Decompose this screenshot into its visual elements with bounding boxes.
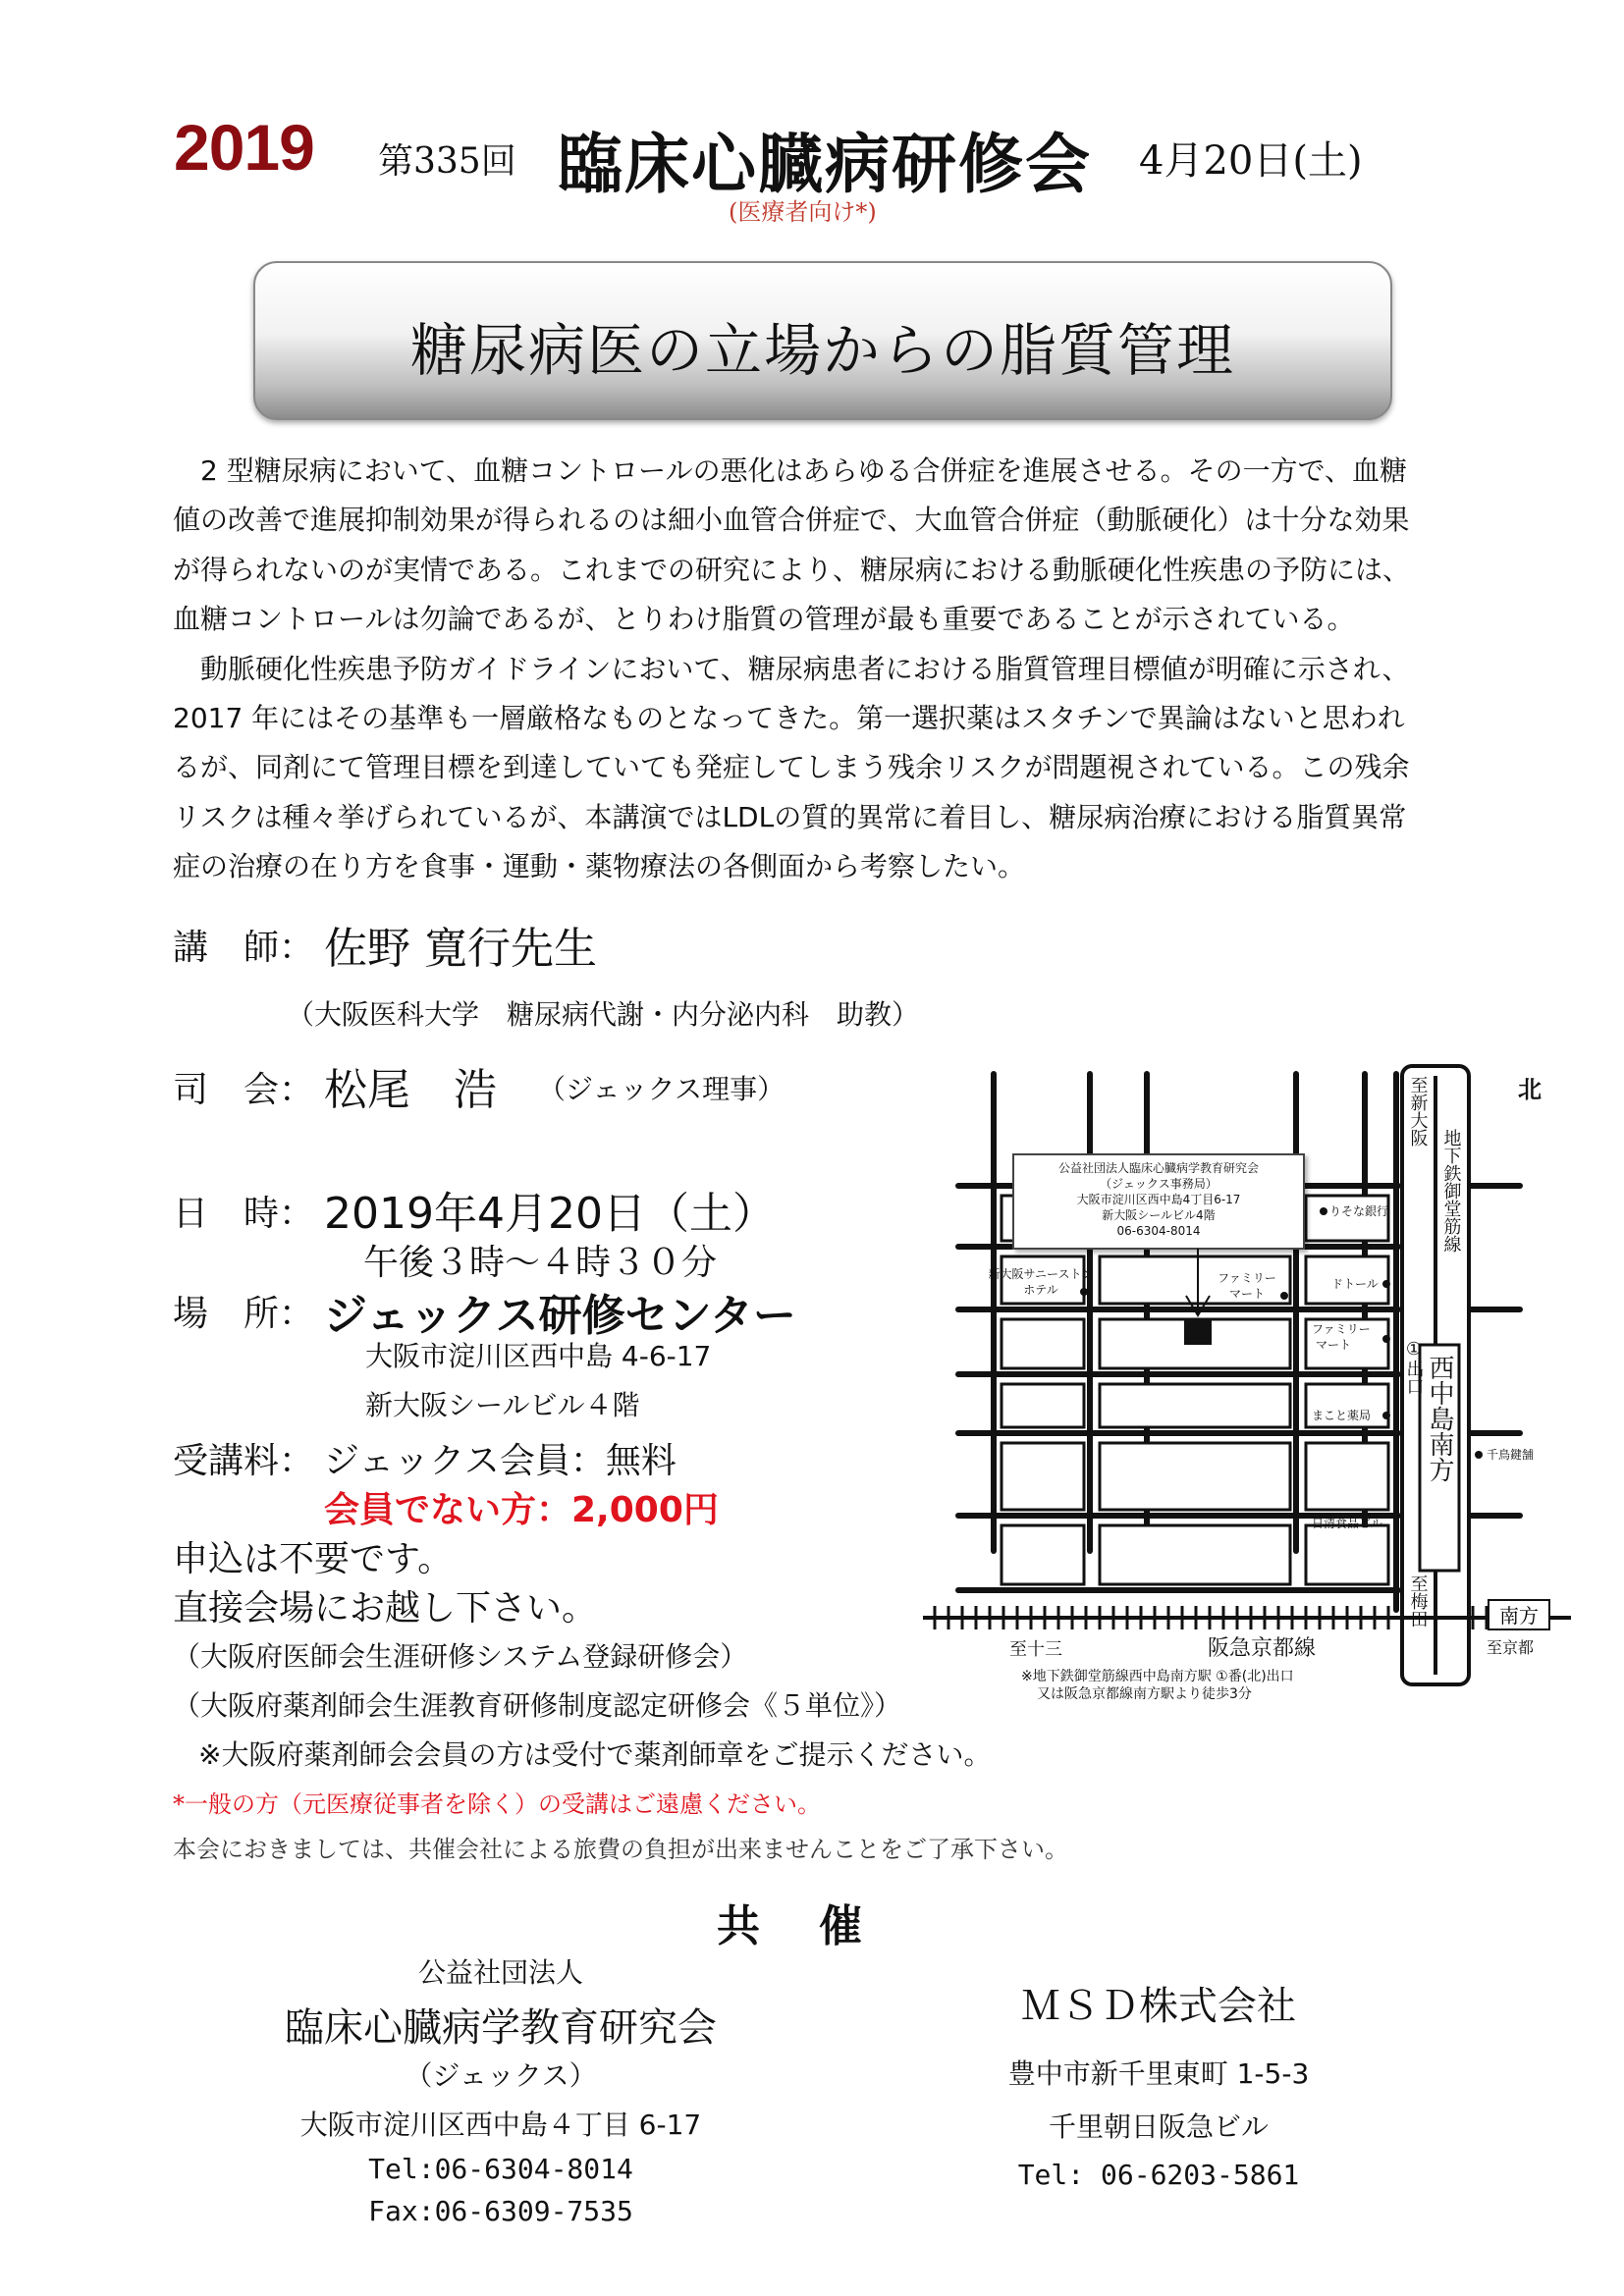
nissin-label: 日清食品ビル [1312, 1517, 1383, 1530]
hotel-label-2: ホテル [1023, 1283, 1058, 1297]
org1-tel: Tel:06-6304-8014 [368, 2153, 633, 2185]
org1-abbr: （ジェックス） [405, 2059, 597, 2092]
hankyu-line-label: 阪急京都線 [1208, 1636, 1317, 1661]
medical-association-note: （大阪府医師会生涯研修システム登録研修会） [173, 1640, 748, 1673]
org2-name: ＭＳＤ株式会社 [1021, 1984, 1296, 2029]
moderator-label: 司 会： [173, 1070, 315, 1110]
callout-line: 06-6304-8014 [1116, 1224, 1201, 1238]
venue-marker [1184, 1319, 1212, 1345]
venue-map [919, 1056, 1587, 1724]
travel-expense-note: 本会におきましては、共催会社による旅費の負担が出来ませんことをご了承下さい。 [173, 1836, 1068, 1863]
familymart2-label: ファミリー [1312, 1322, 1371, 1336]
callout-line: 公益社団法人臨床心臓病学教育研究会 [1057, 1161, 1260, 1175]
moderator-name: 松尾 浩 [324, 1065, 497, 1115]
audience-note: (医療者向け*) [729, 198, 877, 226]
org1-name: 臨床心臓病学教育研究会 [285, 2005, 717, 2051]
lecture-title: 糖尿病医の立場からの脂質管理 [409, 317, 1235, 384]
callout-line: （ジェックス事務局） [1100, 1177, 1218, 1191]
venue-building: 新大阪シールビル４階 [365, 1389, 640, 1421]
lecturer-affiliation: （大阪医科大学 糖尿病代謝・内分泌内科 助教） [287, 998, 920, 1031]
lecturer-name: 佐野 寛行先生 [324, 924, 597, 974]
no-registration-note: 申込は不要です。 [173, 1539, 454, 1579]
to-umeda-label: 至梅田 [1407, 1575, 1429, 1628]
abstract-line: 2017 年にはその基準も一層厳格なものとなってきた。第一選択薬はスタチンで異論はないと思われ [173, 702, 1405, 735]
doutor-label: ドトール [1331, 1277, 1379, 1291]
callout-line: 新大阪シールビル4階 [1102, 1208, 1216, 1222]
hotel-label: 新大阪サニーストン [988, 1267, 1094, 1281]
familymart-label-2: マート [1228, 1287, 1266, 1301]
hankyu-station-label: 南方 [1499, 1604, 1539, 1628]
access-note-1: ※地下鉄御堂筋線西中島南方駅 ①番(北)出口 [1021, 1669, 1294, 1684]
event-date: 2019年4月20日（土） [324, 1189, 776, 1239]
familymart2-label-2: マート [1316, 1338, 1352, 1352]
venue-address: 大阪市淀川区西中島 4-6-17 [365, 1340, 712, 1372]
access-note-2: 又は阪急京都線南方駅より徒歩3分 [1037, 1686, 1252, 1702]
direct-attendance-note: 直接会場にお越し下さい。 [173, 1588, 598, 1629]
general-public-note: *一般の方（元医療従事者を除く）の受講はご遠慮ください。 [173, 1790, 821, 1818]
station-label: 西中島南方 [1425, 1355, 1454, 1482]
fee-nonmember: 会員でない方：2,000円 [324, 1490, 719, 1530]
venue-name: ジェックス研修センター [324, 1291, 796, 1341]
abstract-line: るが、同剤にて管理目標を到達していても発症してしまう残余リスクが問題視されている。この残余 [173, 751, 1410, 784]
venue-label: 場 所： [173, 1294, 315, 1334]
familymart-label: ファミリー [1218, 1271, 1276, 1285]
makoto-label: まこと薬局 [1312, 1409, 1372, 1422]
cohost-title: 共催 [717, 1901, 921, 1951]
org1-address: 大阪市淀川区西中島４丁目 6-17 [299, 2109, 702, 2141]
datetime-label: 日 時： [173, 1194, 315, 1234]
abstract-line: リスクは種々挙げられているが、本講演ではLDLの質的異常に着目し、糖尿病治療における脂質異常 [173, 800, 1407, 833]
fee-member: ジェックス会員：無料 [324, 1441, 677, 1481]
to-juso-label: 至十三 [1009, 1639, 1062, 1660]
lecture-title-banner [253, 261, 1392, 420]
event-title: 臨床心臓病研修会 [558, 127, 1092, 202]
hankyu-railway [923, 1606, 1571, 1629]
senba-label: 千鳥鍵舗 [1487, 1448, 1535, 1462]
pharmacist-badge-note: ※大阪府薬剤師会会員の方は受付で薬剤師章をご提示ください。 [198, 1738, 992, 1771]
abstract-line: 症の治療の在り方を食事・運動・薬物療法の各側面から考察したい。 [173, 850, 1026, 883]
subway-line-label: 地下鉄御堂筋線 [1440, 1129, 1462, 1253]
session-number: 第335回 [378, 141, 516, 182]
abstract-line: 血糖コントロールは勿論であるが、とりわけ脂質の管理が最も重要であることが示されている。 [173, 603, 1355, 636]
org1-fax: Fax:06-6309-7535 [368, 2195, 633, 2227]
event-time: 午後３時～４時３０分 [363, 1243, 718, 1283]
fee-label: 受講料： [173, 1441, 315, 1481]
abstract-line: が得られないのが実情である。これまでの研究により、糖尿病における動脈硬化性疾患の予防には、 [173, 553, 1411, 586]
event-date-header: 4月20日(土) [1139, 138, 1363, 184]
callout-line: 大阪市淀川区西中島4丁目6-17 [1076, 1193, 1241, 1206]
pharmacist-association-note: （大阪府薬剤師会生涯教育研修制度認定研修会《５単位》） [173, 1689, 902, 1722]
abstract [173, 447, 1465, 892]
exit-label: ①出口 [1403, 1339, 1425, 1395]
abstract-line: 値の改善で進展抑制効果が得られるのは細小血管合併症で、大血管合併症（動脈硬化）は十分な効果 [173, 504, 1410, 537]
cohost-org2 [943, 1975, 1375, 2191]
cohost-org1 [255, 1951, 746, 2227]
moderator-role: （ジェックス理事） [538, 1073, 785, 1105]
event-year: 2019 [174, 111, 314, 184]
org2-tel: Tel: 06-6203-5861 [1017, 2159, 1300, 2191]
org1-type: 公益社団法人 [417, 1956, 583, 1989]
to-kyoto-label: 至京都 [1487, 1638, 1535, 1657]
abstract-line: 動脈硬化性疾患予防ガイドラインにおいて、糖尿病患者における脂質管理目標値が明確に示され、 [200, 652, 1410, 685]
org2-address: 豊中市新千里東町 1-5-3 [1007, 2057, 1310, 2090]
to-shin-osaka-label: 至新大阪 [1407, 1076, 1429, 1147]
resona-label: りそな銀行 [1329, 1204, 1389, 1218]
lecturer-label: 講 師： [173, 928, 315, 968]
abstract-line: 2 型糖尿病において、血糖コントロールの悪化はあらゆる合併症を進展させる。その一方で、血糖 [200, 454, 1408, 487]
org2-building: 千里朝日阪急ビル [1048, 2110, 1269, 2143]
north-label: 北 [1518, 1076, 1542, 1103]
